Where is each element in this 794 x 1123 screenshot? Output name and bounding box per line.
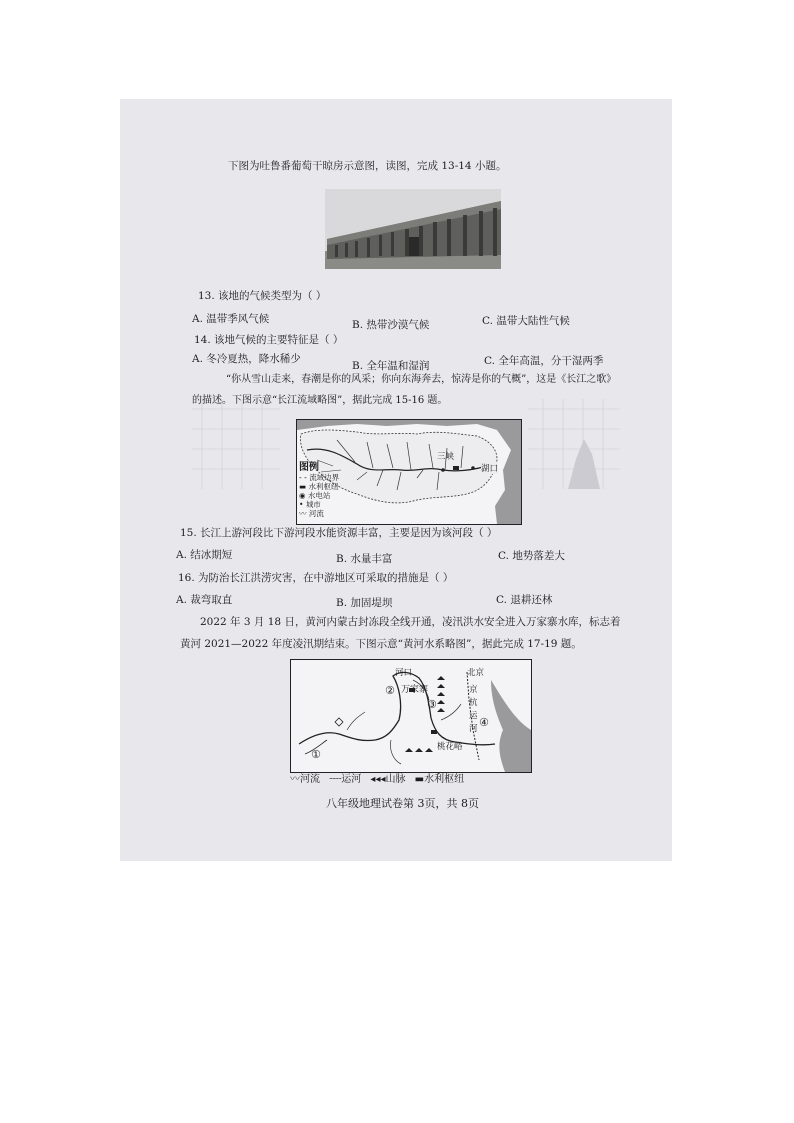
legend-item-boundary: - - 流域边界 [299, 473, 340, 482]
q16-option-c: C. 退耕还林 [496, 594, 553, 606]
legend-river: 河流 [300, 774, 320, 785]
marker-2: ② [385, 684, 395, 697]
q14-option-b: B. 全年温和湿润 [352, 360, 430, 372]
legend-station-label: 水电站 [307, 491, 331, 500]
bleed-through-chart-left [192, 399, 280, 495]
legend-hub-symbol: ▬ [414, 774, 425, 785]
page-footer: 八年级地理试卷第 3页，共 8页 [326, 797, 479, 810]
q14-stem: 14. 该地气候的主要特征是（ ） [194, 334, 344, 346]
legend-item-river: 〰 河流 [299, 509, 324, 518]
label-taohuayu: 桃花峪 [437, 742, 463, 752]
legend-mountain-symbol: ◂◂◂ [370, 774, 386, 785]
q13-option-b: B. 热带沙漠气候 [352, 319, 430, 331]
bleed-through-chart-right [528, 399, 620, 495]
raisin-drying-house-photo [325, 189, 501, 269]
q15-stem: 15. 长江上游河段比下游河段水能资源丰富，主要是因为该河段（ ） [180, 527, 498, 539]
legend-hub-label: 水利枢纽 [308, 482, 339, 491]
legend-item-station: ◉ 水电站 [299, 491, 331, 500]
q13-stem: 13. 该地的气候类型为（ ） [198, 290, 327, 302]
q16-stem: 16. 为防治长江洪涝灾害，在中游地区可采取的措施是（ ） [178, 572, 454, 584]
legend-hub: 水利枢纽 [424, 774, 465, 785]
label-beijing: 北京 [467, 668, 485, 678]
legend-boundary-label: 流域边界 [309, 473, 340, 482]
legend-river-symbol: 〰 [290, 774, 300, 785]
intro-17-19-line2: 黄河 2021—2022 年度凌汛期结束。下图示意“黄河水系略图”，据此完成 17-19 题。 [180, 638, 582, 650]
q13-option-a: A. 温带季风气候 [192, 313, 270, 325]
marker-3: ③ [427, 698, 437, 711]
label-hekou: 河口 [395, 668, 413, 678]
label-wanjiazhai: 万家寨 [401, 685, 429, 695]
q13-option-c: C. 温带大陆性气候 [482, 315, 570, 327]
photographed-exam-page [120, 99, 672, 861]
q16-option-b: B. 加固堤坝 [336, 597, 393, 609]
marker-1: ① [311, 748, 321, 761]
yangtze-legend [299, 458, 361, 518]
yangtze-basin-map [296, 419, 522, 525]
intro-17-19-line1: 2022 年 3 月 18 日，黄河内蒙古封冻段全线开通，凌汛洪水安全进入万家寨水库，标志着 [200, 616, 621, 628]
legend-title: 图例 [299, 462, 319, 473]
q14-option-c: C. 全年高温，分干湿两季 [484, 355, 604, 367]
q15-option-a: A. 结冰期短 [176, 549, 233, 561]
label-jinghang-canal: 京杭运河 [469, 685, 478, 734]
legend-canal: 运河 [341, 774, 362, 785]
legend-river-label: 河流 [308, 509, 324, 518]
yellow-map-legend [290, 773, 464, 787]
marker-4: ④ [479, 716, 489, 729]
legend-item-hub: ▬ 水利枢纽 [299, 482, 339, 491]
legend-mountain: 山脉 [385, 774, 406, 785]
q14-option-a: A. 冬冷夏热，降水稀少 [192, 353, 301, 365]
intro-13-14: 下图为吐鲁番葡萄干晾房示意图，读图，完成 13-14 小题。 [228, 160, 507, 172]
label-sanxia: 三峡 [437, 452, 455, 462]
label-hukou: 湖口 [481, 464, 499, 474]
legend-canal-symbol: ┈┈ [329, 774, 342, 785]
q16-option-a: A. 裁弯取直 [176, 594, 233, 606]
intro-15-16-line1: “你从雪山走来，春潮是你的风采；你向东海奔去，惊涛是你的气概”，这是《长江之歌》 [226, 374, 617, 385]
intro-15-16-line2: 的描述。下图示意“长江流域略图”，据此完成 15-16 题。 [192, 395, 448, 406]
q15-option-c: C. 地势落差大 [498, 550, 565, 562]
legend-item-city: • 城市 [299, 500, 321, 509]
q15-option-b: B. 水量丰富 [336, 553, 393, 565]
yellow-river-map [290, 659, 532, 773]
legend-city-label: 城市 [305, 500, 321, 509]
